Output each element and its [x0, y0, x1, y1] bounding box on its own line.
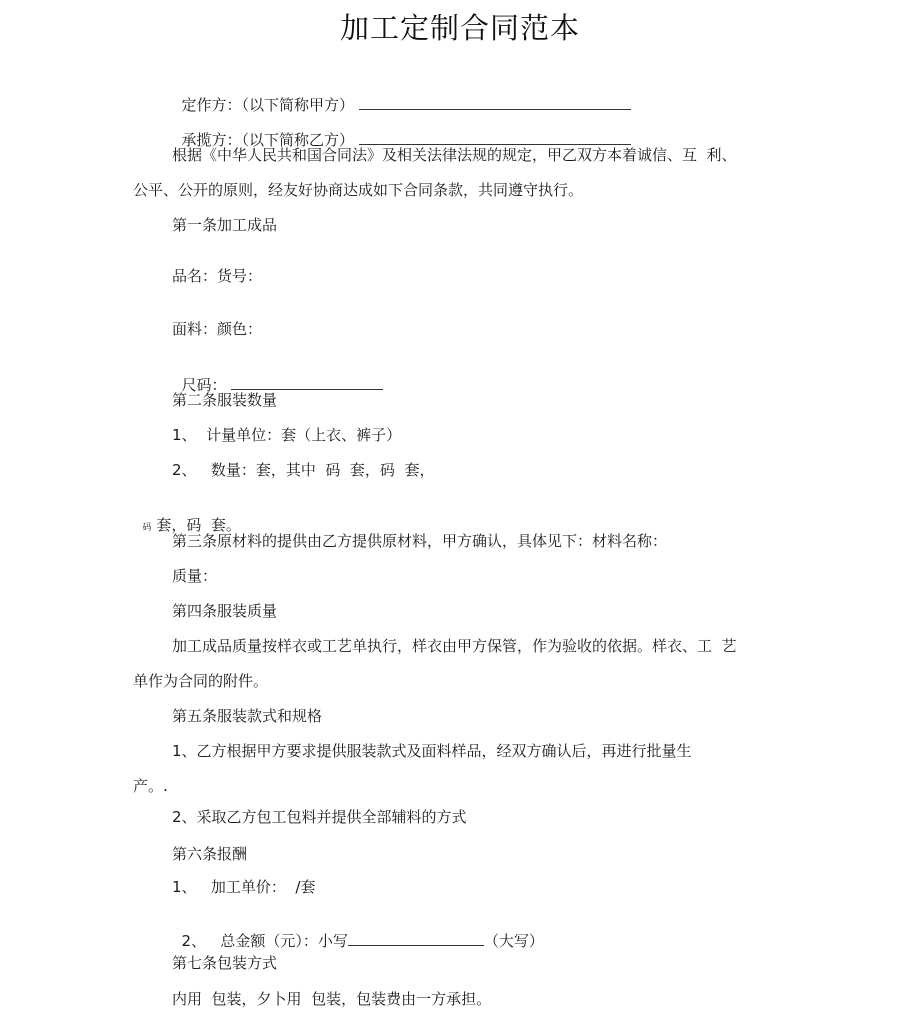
- party-a-line: [172, 75, 631, 115]
- party-a-blank: [359, 95, 631, 110]
- article-6-item-2: [172, 911, 544, 951]
- article-5-heading: 第五条服装款式和规格: [172, 707, 323, 725]
- article-1-size-line: [172, 355, 383, 395]
- article-2-heading: 第二条服装数量: [172, 391, 278, 409]
- article-5-item-1: 1、乙方根据甲方要求提供服装款式及面料样品，经双方确认后，再进行批量生: [172, 742, 692, 760]
- article-1-heading: 第一条加工成品: [172, 216, 278, 234]
- article-4-line-2: 单作为合同的附件。: [133, 672, 269, 690]
- article-5-item-1-continued: 产。.: [133, 777, 168, 795]
- article-2-item-1: 1、 计量单位：套（上衣、裤子）: [172, 426, 402, 444]
- small-size-mark: 码: [142, 523, 152, 533]
- article-1-name-line: 品名：货号：: [172, 267, 263, 285]
- preamble-line-2: 公平、公开的原则，经友好协商达成如下合同条款，共同遵守执行。: [133, 181, 584, 199]
- party-b-label: 承揽方：（以下简称乙方）: [181, 131, 355, 149]
- party-a-label: 定作方：（以下简称甲方）: [181, 96, 355, 114]
- party-b-blank: [359, 130, 631, 145]
- article-6-heading: 第六条报酬: [172, 845, 248, 863]
- article-7-heading: 第七条包装方式: [172, 954, 278, 972]
- total-amount-blank: [348, 931, 484, 946]
- total-amount-uppercase-label: （大写）: [483, 932, 544, 950]
- document-title: 加工定制合同范本: [339, 11, 580, 45]
- item-2-continued-text: 套，码 套。: [151, 516, 241, 534]
- preamble-line-1: 根据《中华人民共和国合同法》及相关法律法规的规定，甲乙双方本着诚信、互 利、: [172, 146, 737, 164]
- total-amount-label: 2、 总金额（元）：小写: [181, 932, 348, 950]
- size-blank: [231, 375, 383, 390]
- article-6-item-1: 1、 加工单价： /套: [172, 878, 316, 896]
- party-b-line: [172, 110, 631, 150]
- article-4-line-1: 加工成品质量按样衣或工艺单执行，样衣由甲方保管，作为验收的依据。样衣、工 艺: [172, 637, 737, 655]
- article-7-line: 内用 包装，夕卜用 包装，包装费由一方承担。: [172, 990, 492, 1008]
- article-3-line: 第三条原材料的提供由乙方提供原材料，甲方确认，具体见下：材料名称：: [172, 532, 668, 550]
- article-2-item-2: 2、 数量：套，其中 码 套，码 套，: [172, 461, 435, 479]
- article-3-quality: 质量：: [172, 567, 218, 585]
- article-1-fabric-line: 面料：颜色：: [172, 320, 263, 338]
- article-5-item-2: 2、采取乙方包工包料并提供全部辅料的方式: [172, 808, 467, 826]
- article-4-heading: 第四条服装质量: [172, 602, 278, 620]
- size-label: 尺码：: [181, 376, 227, 394]
